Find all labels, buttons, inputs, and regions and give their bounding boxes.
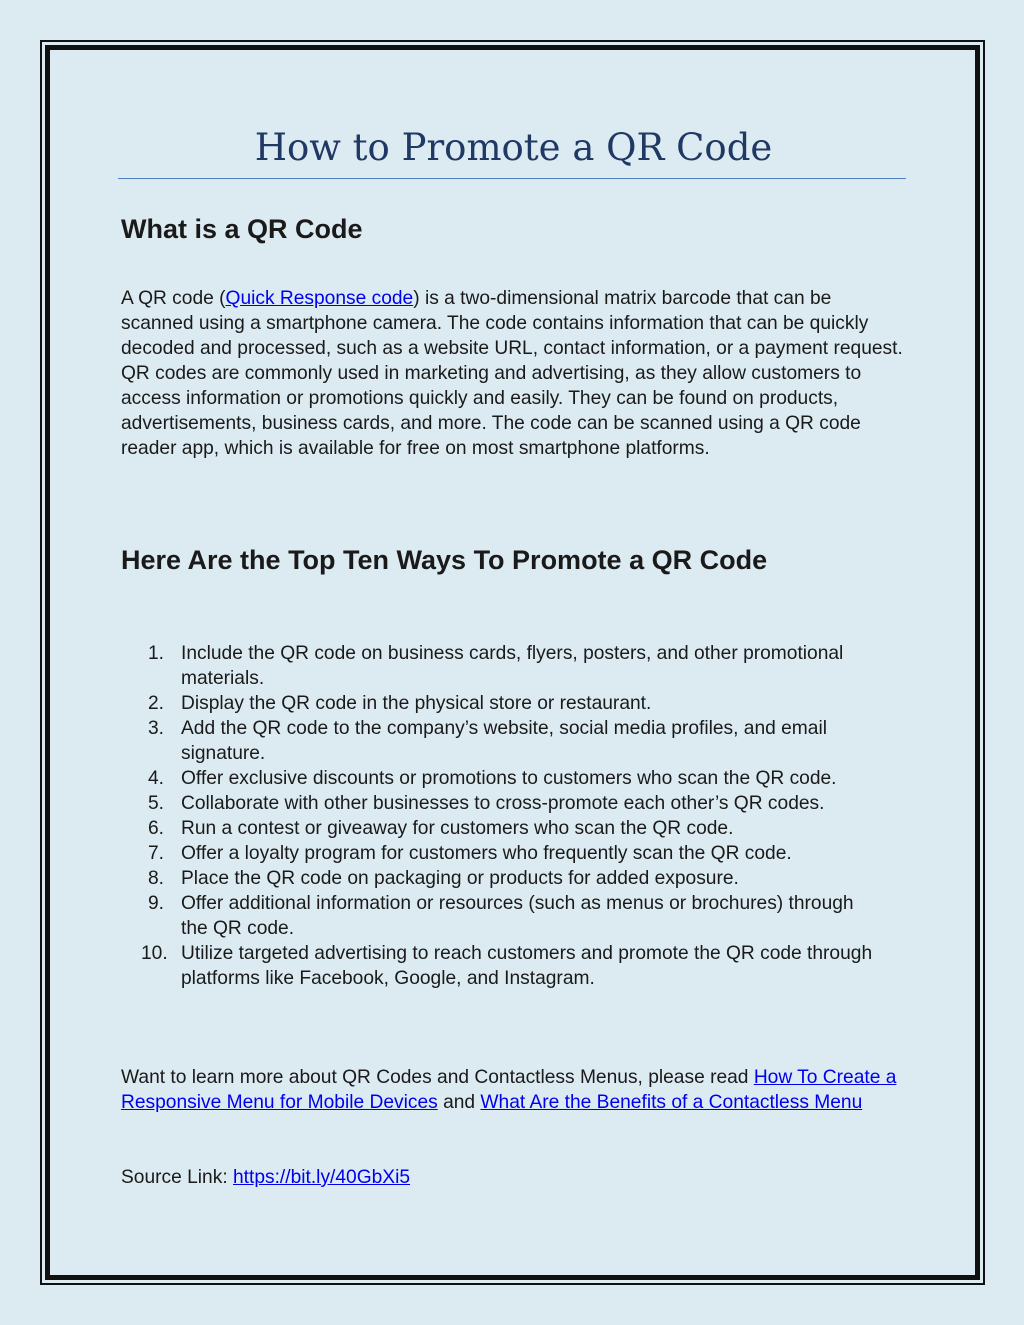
list-text: Offer additional information or resources (such as menus or brochures) through the QR code. bbox=[181, 893, 854, 939]
list-text: Place the QR code on packaging or products for added exposure. bbox=[181, 868, 739, 889]
document-body bbox=[121, 118, 906, 1188]
source-label: Source Link: bbox=[121, 1167, 233, 1188]
list-text: Offer a loyalty program for customers who frequently scan the QR code. bbox=[181, 843, 792, 864]
list-item bbox=[121, 691, 881, 716]
list-number: 9. bbox=[148, 893, 165, 914]
contactless-menu-benefits-link[interactable]: What Are the Benefits of a Contactless Menu bbox=[480, 1092, 863, 1113]
learn-more-conjunction: and bbox=[437, 1092, 481, 1113]
intro-body: ) is a two-dimensional matrix barcode that can be scanned using a smartphone camera. The code contains information that can be quickly decoded and processed, such as a website URL, contact information, or a payment request. QR codes are commonly used in marketing and advertising, as they allow customers to access information or promotions quickly and easily. They can be found on products, advertisements, business cards, and more. The code can be scanned using a QR code reader app, which is available for free on most smartphone platforms. bbox=[121, 288, 903, 459]
list-item bbox=[121, 941, 881, 991]
learn-more-prefix: Want to learn more about QR Codes and Contactless Menus, please read bbox=[121, 1067, 754, 1088]
list-item bbox=[121, 791, 881, 816]
list-item bbox=[121, 891, 881, 941]
list-item bbox=[121, 766, 881, 791]
list-number: 6. bbox=[148, 818, 165, 839]
quick-response-code-link[interactable]: Quick Response code bbox=[225, 288, 414, 309]
list-number: 8. bbox=[148, 868, 165, 889]
title-divider bbox=[118, 178, 906, 179]
list-text: Offer exclusive discounts or promotions to customers who scan the QR code. bbox=[181, 768, 837, 789]
promotion-list bbox=[121, 641, 881, 991]
list-text: Display the QR code in the physical store or restaurant. bbox=[181, 693, 652, 714]
list-number: 1. bbox=[148, 643, 165, 664]
list-text: Include the QR code on business cards, flyers, posters, and other promotional materials. bbox=[181, 643, 844, 689]
source-line bbox=[121, 1165, 410, 1190]
list-number: 5. bbox=[148, 793, 165, 814]
section-heading-top-ten: Here Are the Top Ten Ways To Promote a QR Code bbox=[121, 545, 768, 575]
page-title: How to Promote a QR Code bbox=[254, 126, 773, 169]
section-heading-what-is: What is a QR Code bbox=[121, 214, 363, 244]
list-number: 2. bbox=[148, 693, 165, 714]
list-item bbox=[121, 641, 881, 691]
list-item bbox=[121, 866, 881, 891]
list-item bbox=[121, 841, 881, 866]
intro-paragraph bbox=[121, 286, 906, 461]
list-text: Utilize targeted advertising to reach customers and promote the QR code through platforms like Facebook, Google, and Instagram. bbox=[181, 943, 873, 989]
list-number: 7. bbox=[148, 843, 165, 864]
list-text: Add the QR code to the company’s website, social media profiles, and email signature. bbox=[181, 718, 827, 764]
learn-more-paragraph bbox=[121, 1065, 906, 1115]
list-text: Run a contest or giveaway for customers who scan the QR code. bbox=[181, 818, 734, 839]
list-item bbox=[121, 816, 881, 841]
list-text: Collaborate with other businesses to cross-promote each other’s QR codes. bbox=[181, 793, 825, 814]
list-item bbox=[121, 716, 881, 766]
intro-prefix: A QR code ( bbox=[121, 288, 226, 309]
list-number: 3. bbox=[148, 718, 165, 739]
list-number: 4. bbox=[148, 768, 165, 789]
list-number: 10. bbox=[141, 943, 168, 964]
responsive-menu-article-link[interactable]: How To Create a Responsive Menu for Mobile Devices bbox=[121, 1067, 897, 1113]
source-link[interactable]: https://bit.ly/40GbXi5 bbox=[233, 1167, 411, 1188]
